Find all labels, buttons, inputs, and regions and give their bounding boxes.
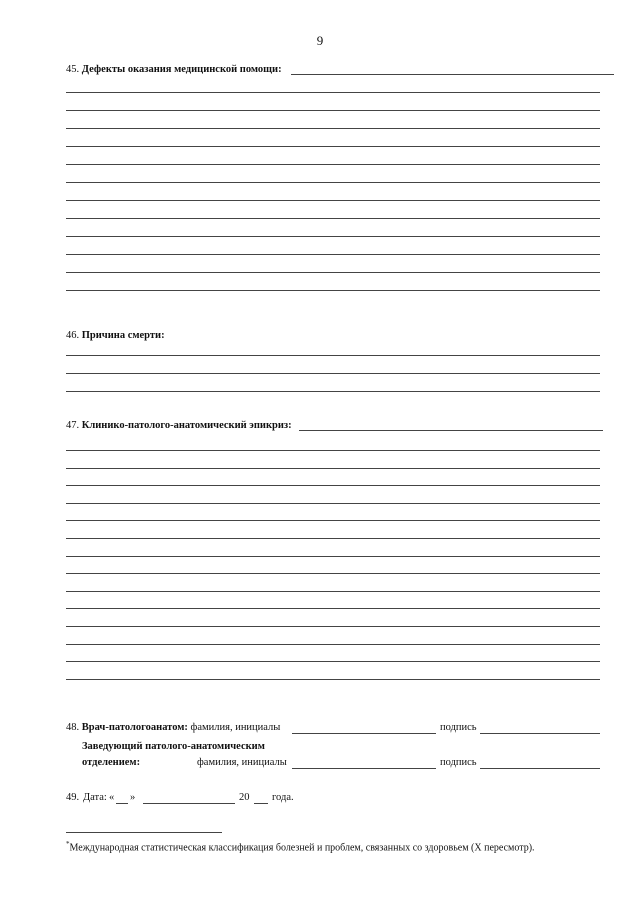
doctor-sign-label: подпись	[440, 722, 477, 733]
doctor-sign-line	[480, 733, 600, 734]
ruled-line	[66, 391, 600, 392]
section-48-number: 48.	[66, 722, 80, 733]
section-46-heading	[66, 330, 165, 341]
head-label-line1: Заведующий патолого-анатомическим	[82, 741, 265, 752]
ruled-line	[66, 591, 600, 592]
head-fio-label: фамилия, инициалы	[197, 757, 287, 768]
date-day-line	[116, 803, 128, 804]
ruled-line	[66, 200, 600, 201]
ruled-line	[66, 128, 600, 129]
head-sign-line	[480, 768, 600, 769]
ruled-line	[66, 373, 600, 374]
footnote-mark: *	[66, 840, 70, 848]
ruled-line	[66, 485, 600, 486]
ruled-line	[66, 450, 600, 451]
section-47-title: Клинико-патолого-анатомический эпикриз:	[81, 420, 292, 431]
ruled-line	[66, 556, 600, 557]
section-45-heading	[66, 64, 282, 75]
section-45-number: 45.	[66, 64, 80, 75]
footnote	[66, 840, 535, 853]
ruled-line	[66, 626, 600, 627]
ruled-line	[66, 272, 600, 273]
ruled-line	[66, 92, 600, 93]
footnote-rule	[66, 832, 222, 833]
ruled-line	[66, 573, 600, 574]
section-46-number: 46.	[66, 330, 80, 341]
section-49-number: 49.	[66, 792, 80, 803]
ruled-line	[66, 644, 600, 645]
date-year-line	[254, 803, 268, 804]
section-47-inline-line	[299, 430, 603, 431]
date-year-suffix: года.	[272, 792, 294, 803]
ruled-line	[66, 468, 600, 469]
date-quote-open: «	[109, 792, 115, 803]
ruled-line	[66, 182, 600, 183]
ruled-line	[66, 503, 600, 504]
section-47-number: 47.	[66, 420, 80, 431]
head-fio-line	[292, 768, 436, 769]
ruled-line	[66, 254, 600, 255]
section-46-title: Причина смерти:	[81, 330, 165, 341]
doctor-fio-label: фамилия, инициалы	[190, 722, 281, 733]
ruled-line	[66, 355, 600, 356]
ruled-line	[66, 538, 600, 539]
head-sign-label: подпись	[440, 757, 477, 768]
date-label: Дата:	[83, 792, 107, 803]
section-45-inline-line	[291, 74, 614, 75]
footnote-text: Международная статистическая классификация болезней и проблем, связанных со здоровьем (X пересмотр).	[69, 842, 535, 854]
ruled-line	[66, 218, 600, 219]
date-month-line	[143, 803, 235, 804]
section-47-heading	[66, 420, 292, 431]
doctor-label: Врач-патологоанатом:	[81, 722, 188, 733]
ruled-line	[66, 661, 600, 662]
ruled-line	[66, 110, 600, 111]
section-48-doctor-row	[66, 722, 280, 733]
date-quote-close: »	[130, 792, 136, 803]
date-year-prefix: 20	[239, 792, 250, 803]
ruled-line	[66, 290, 600, 291]
ruled-line	[66, 146, 600, 147]
page-number: 9	[316, 33, 324, 48]
ruled-line	[66, 679, 600, 680]
ruled-line	[66, 236, 600, 237]
ruled-line	[66, 164, 600, 165]
head-label-line2: отделением:	[82, 757, 141, 768]
ruled-line	[66, 608, 600, 609]
section-45-title: Дефекты оказания медицинской помощи:	[81, 64, 282, 75]
ruled-line	[66, 520, 600, 521]
doctor-fio-line	[292, 733, 436, 734]
